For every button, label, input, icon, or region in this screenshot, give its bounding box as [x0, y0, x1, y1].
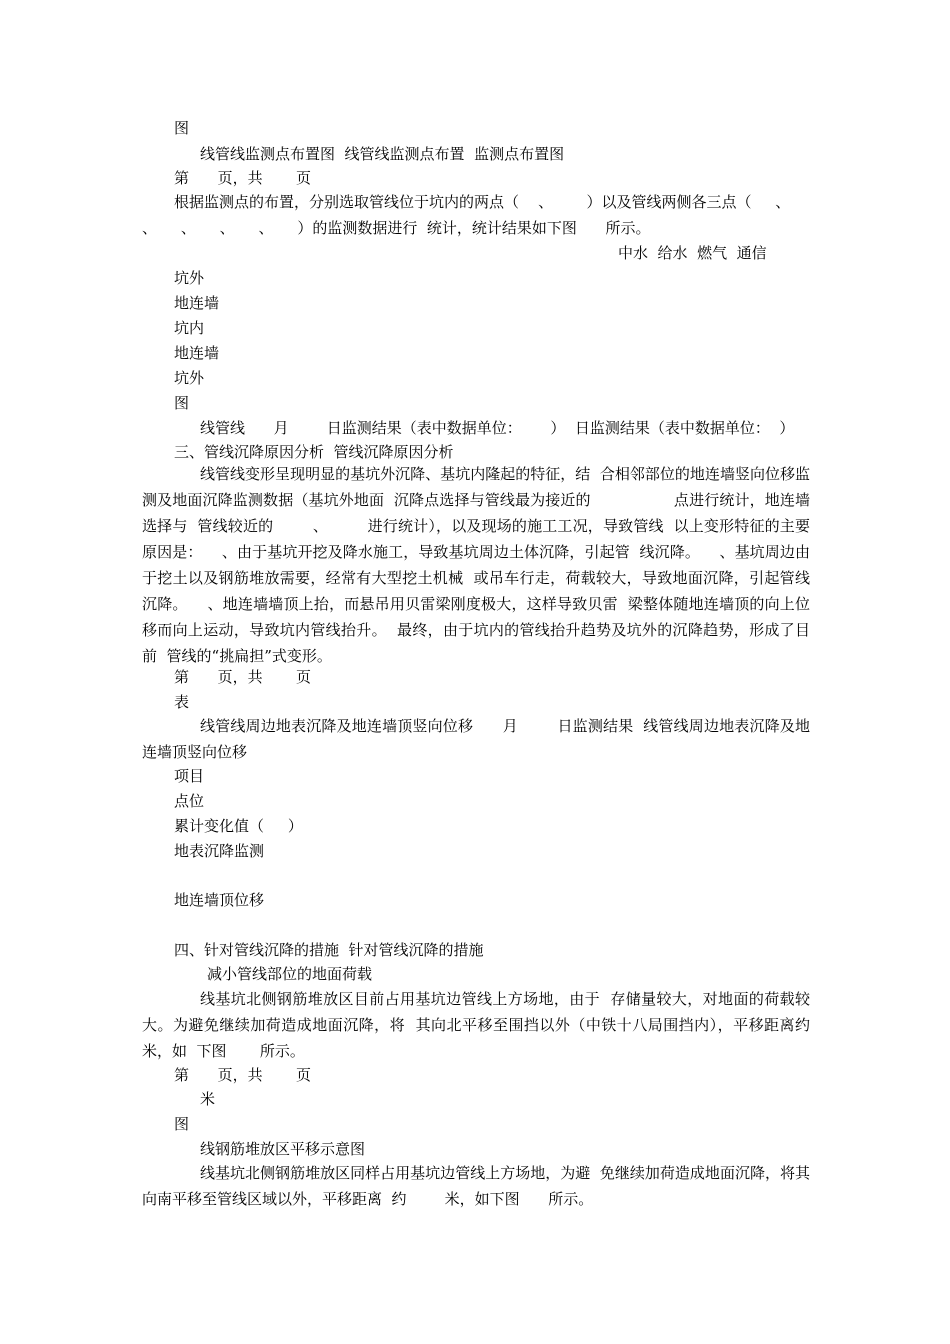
table-title: 线管线周边地表沉降及地连墙顶竖向位移 月 日监测结果 线管线周边地表沉降及地连墙顶竖向位移	[142, 717, 810, 761]
subsection-heading: 减小管线部位的地面荷载	[207, 965, 373, 983]
figure-label: 图	[174, 1115, 190, 1133]
figure-caption: 线管线监测点布置图 线管线监测点布置 监测点布置图	[200, 145, 565, 163]
figure-caption: 线钢筋堆放区平移示意图	[200, 1140, 366, 1158]
page-footer: 第 页，共 页	[174, 1066, 311, 1084]
figure-caption: 线管线 月 日监测结果（表中数据单位： ） 日监测结果（表中数据单位： ）	[200, 419, 795, 437]
figure-label: 图	[174, 119, 190, 137]
table-row: 地表沉降监测	[174, 842, 265, 860]
south-rebar-paragraph: 线基坑北侧钢筋堆放区同样占用基坑边管线上方场地，为避 免继续加荷造成地面沉降，将其向南平移至管线区域以外，平移距离 约 米，如下图 所示。	[142, 1164, 810, 1208]
pipe-legend: 中水 给水 燃气 通信	[618, 244, 767, 262]
zone-label: 地连墙	[174, 344, 220, 362]
zone-label: 坑外	[174, 369, 205, 387]
zone-label: 坑内	[174, 319, 205, 337]
monitor-intro-line-1: 根据监测点的布置，分别选取管线位于坑内的两点（ 、 ）以及管线两侧各三点（ 、	[174, 193, 791, 211]
table-row: 点位	[174, 792, 205, 810]
figure-label: 图	[174, 394, 190, 412]
section-heading: 三、管线沉降原因分析 管线沉降原因分析	[174, 443, 454, 461]
table-label: 表	[174, 693, 190, 711]
table-row: 项目	[174, 767, 205, 785]
zone-label: 地连墙	[174, 294, 220, 312]
north-rebar-paragraph: 线基坑北侧钢筋堆放区目前占用基坑边管线上方场地，由于 存储量较大，对地面的荷载较大。为避免继续加荷造成地面沉降，将 其向北平移至围挡以外（中铁十八局围挡内），平移距离约 米，如 下图 所示。	[142, 990, 849, 1060]
table-row: 累计变化值（ ）	[174, 817, 303, 835]
cause-analysis-paragraph: 线管线变形呈现明显的基坑外沉降、基坑内隆起的特征，结 合相邻部位的地连墙竖向位移监测及地面沉降监测数据（基坑外地面 沉降点选择与管线最为接近的 点进行统计，地连墙选择与 管线较近的 、 进行统计），以及现场的施工工况，导致管线 以上变形特征的主要原因是： 、由于基坑开挖及降水施工，导致基坑周边土体沉降，引起管 线沉降。 、基坑周边由于挖土以及钢筋堆放需要，经常有大型挖土机械 或吊车行走，荷载较大，导致地面沉降，引起管线沉降。 、地连墙墙顶上抬，而悬吊用贝雷梁刚度极大，这样导致贝雷 梁整体随地连墙顶的向上位移而向上运动，导致坑内管线抬升。 最终，由于坑内的管线抬升趋势及坑外的沉降趋势，形成了目前 管线的“挑扁担”式变形。	[142, 465, 810, 665]
monitor-intro-line-2: 、 、 、 、 ）的监测数据进行 统计，统计结果如下图 所示。	[142, 219, 651, 237]
zone-label: 坑外	[174, 269, 205, 287]
page-footer: 第 页，共 页	[174, 668, 311, 686]
table-row: 地连墙顶位移	[174, 891, 265, 909]
page-footer: 第 页，共 页	[174, 169, 311, 187]
section-heading: 四、针对管线沉降的措施 针对管线沉降的措施	[174, 941, 484, 959]
meter-label: 米	[200, 1090, 216, 1108]
